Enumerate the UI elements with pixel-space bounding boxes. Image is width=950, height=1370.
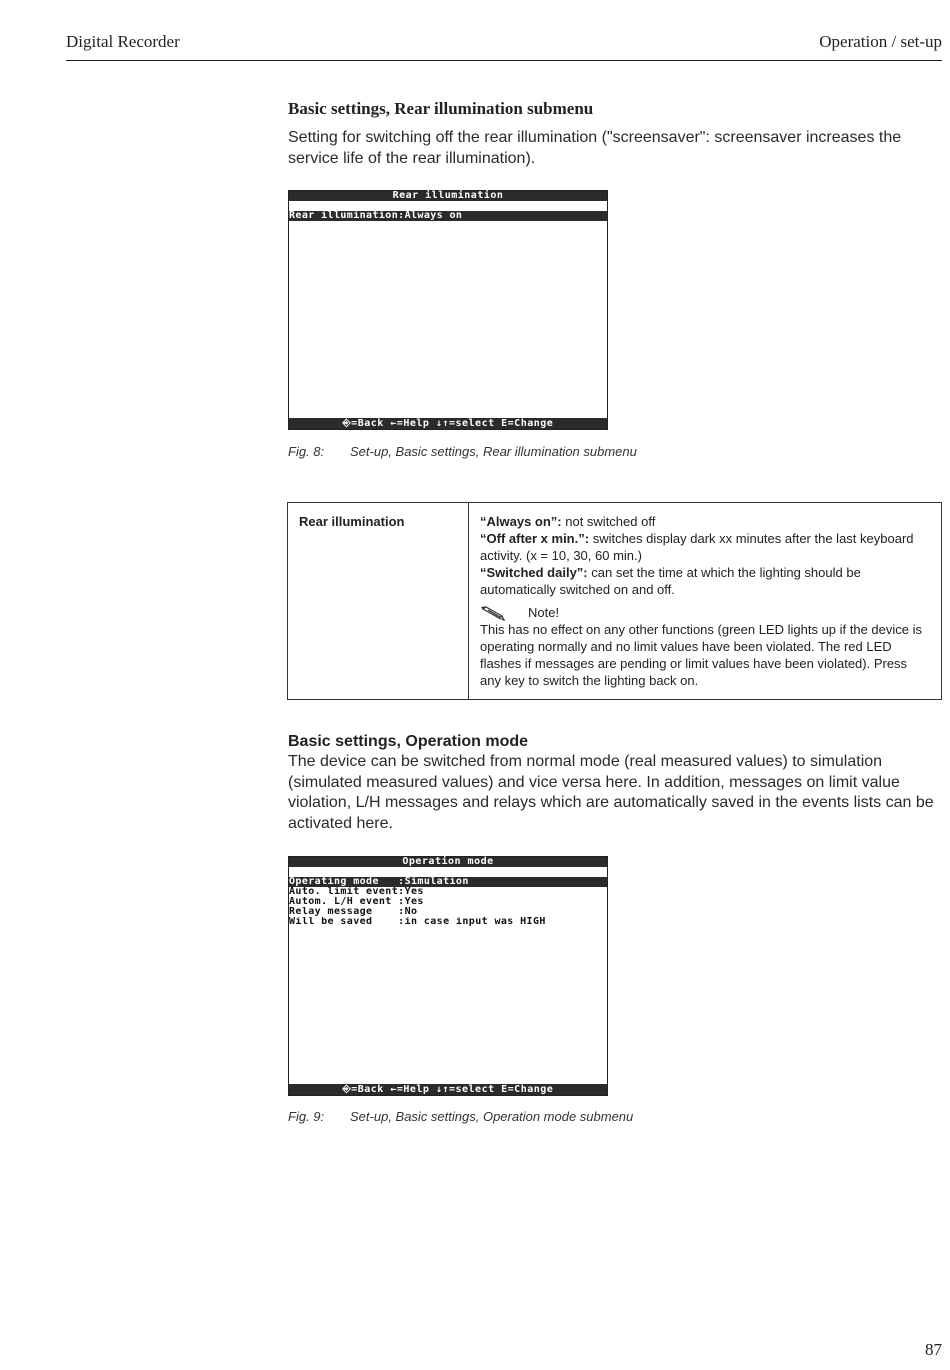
note-label: Note!	[528, 605, 560, 620]
option-off-after	[480, 530, 930, 564]
screen-menu-row: Operating mode :Simulation	[289, 877, 607, 887]
section-intro-operation-mode: The device can be switched from normal mode (real measured values) to simulation (simulated measured values) and vice versa here. In addition, messages on limit value violation, L/H messages and relays which are automatically saved in the events lists can be activated here.	[288, 753, 934, 832]
header-rule	[66, 60, 942, 61]
option-label: “Always on”:	[480, 514, 562, 529]
section-heading-operation-mode: Basic settings, Operation mode	[288, 733, 529, 750]
table-row	[288, 503, 942, 700]
figure-number: Fig. 8:	[288, 444, 325, 459]
device-screen-operation-mode	[288, 856, 608, 1096]
running-header-title: Digital Recorder	[66, 32, 180, 51]
screen-footer-keys: ⎆=Back ←=Help ↓↑=select E=Change	[289, 418, 607, 429]
screen-menu-row: Rear illumination:Always on	[289, 211, 607, 221]
note-header	[480, 604, 930, 621]
option-text: not switched off	[561, 514, 656, 529]
figure-caption-8	[288, 444, 637, 459]
pencil-note-icon	[480, 605, 506, 621]
option-label: “Off after x min.”:	[480, 531, 590, 546]
parameter-table	[287, 502, 942, 700]
option-text: switches display dark xx minutes after the last keyboard activity. (x = 10, 30, 60 min.)	[480, 531, 914, 563]
screen-menu-row: Autom. L/H event :Yes	[289, 897, 424, 907]
screen-menu-row: Will be saved :in case input was HIGH	[289, 917, 546, 927]
running-header-section: Operation / set-up	[819, 32, 942, 51]
figure-caption-9	[288, 1109, 633, 1124]
device-screen-rear-illumination	[288, 190, 608, 430]
section-heading-rear-illumination: Basic settings, Rear illumination submenu	[288, 99, 594, 118]
page-number: 87	[925, 1340, 942, 1359]
parameter-description	[469, 503, 942, 700]
option-text: can set the time at which the lighting should be automatically switched on and off.	[480, 565, 861, 597]
screen-menu-row: Relay message :No	[289, 907, 418, 917]
screen-menu-row: Auto. limit event:Yes	[289, 887, 424, 897]
option-switched-daily	[480, 564, 930, 598]
option-label: “Switched daily”:	[480, 565, 588, 580]
figure-caption-text: Set-up, Basic settings, Rear illumination submenu	[350, 444, 637, 459]
note-text: This has no effect on any other functions (green LED lights up if the device is operating normally and no limit values have been violated. The red LED flashes if messages are pending or limit values have been violated). Press any key to switch the lighting back on.	[480, 622, 923, 688]
screen-footer-keys: ⎆=Back ←=Help ↓↑=select E=Change	[289, 1084, 607, 1095]
figure-number: Fig. 9:	[288, 1109, 325, 1124]
parameter-name: Rear illumination	[288, 503, 469, 700]
section-intro-rear-illumination: Setting for switching off the rear illumination ("screensaver": screensaver increases the service life of the rear illumination).	[288, 129, 902, 167]
figure-caption-text: Set-up, Basic settings, Operation mode submenu	[350, 1109, 634, 1124]
screen-title: Rear illumination	[289, 191, 607, 201]
screen-title: Operation mode	[289, 857, 607, 867]
option-always-on	[480, 513, 930, 530]
